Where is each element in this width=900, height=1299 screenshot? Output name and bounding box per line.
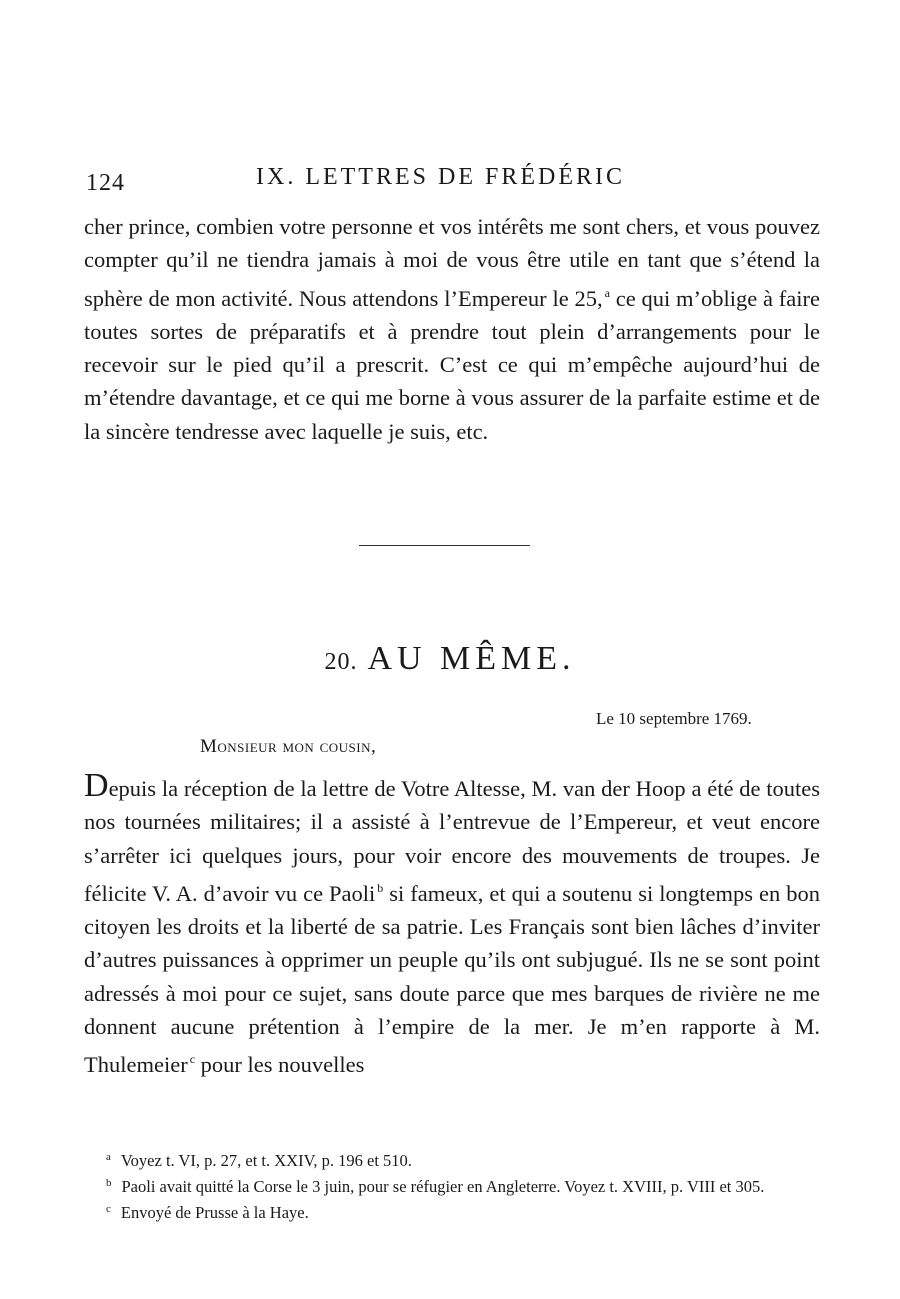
page-number: 124 — [86, 170, 125, 196]
paragraph-text: cher prince, combien votre personne et vos intérêts me sont chers, et vous pouvez compter qu’il ne tiendra jamais à moi de vous être utile en tant que s’étend la sphère de mon activité. Nous attendons l’Empereur le 25, — [84, 214, 820, 311]
letter-heading — [0, 640, 900, 678]
paragraph-text: epuis la réception de la lettre de Votre Altesse, M. van der Hoop a été de toutes nos tournées militaires; il a assisté à l’entrevue de l’Empereur, et veut encore s’arrêter ici quelques jours, pour voir encore des mouvements de troupes. Je félicite V. A. d’avoir vu ce Paoli — [84, 776, 820, 906]
paragraph-text: ce qui m’oblige à faire toutes sortes de préparatifs et à prendre tout plein d’arrangements pour le recevoir sur le pied qu’il a prescrit. C’est ce qui m’empêche aujourd’hui de m’étendre davantage, et ce qui me borne à vous assurer de la parfaite estime et de la sincère tendresse avec laquelle je suis, etc. — [84, 285, 820, 444]
paragraph-text: pour les nouvelles — [195, 1052, 365, 1078]
section-divider — [359, 545, 530, 546]
drop-cap: D — [84, 767, 109, 804]
paragraph-continued — [84, 210, 820, 448]
footnote-a — [82, 1146, 822, 1172]
footnote-ref-b: b — [377, 880, 384, 895]
page-header — [84, 160, 824, 200]
footnote-text: Envoyé de Prusse à la Haye. — [120, 1203, 309, 1222]
footnote-ref-a: a — [604, 285, 610, 300]
footnote-text: Paoli avait quitté la Corse le 3 juin, pour se réfugier en Angleterre. Voyez t. XVIII, p. VIII et 305. — [121, 1177, 765, 1196]
footnote-c — [82, 1198, 822, 1224]
letter-number: 20. — [324, 649, 358, 675]
paragraph-text: si fameux, et qui a soutenu si longtemps en bon citoyen les droits et la liberté de sa patrie. Les Français sont bien lâches d’inviter d’autres puissances à opprimer un peuple qu’ils ont subjugué. Ils ne se sont point adressés à moi pour ce sujet, sans doute parce que mes barques de rivière ne me donnent aucune prétention à l’empire de la mer. Je m’en rapporte à M. Thulemeier — [84, 880, 820, 1078]
footnotes — [82, 1146, 822, 1224]
footnote-mark: a — [106, 1151, 111, 1163]
running-title: IX. LETTRES DE FRÉDÉRIC — [256, 164, 625, 190]
salutation: Monsieur mon cousin, — [200, 736, 377, 757]
letter-body — [84, 767, 820, 1082]
dateline: Le 10 septembre 1769. — [596, 709, 752, 728]
footnote-text: Voyez t. VI, p. 27, et t. XXIV, p. 196 et 510. — [120, 1151, 412, 1170]
footnote-mark: c — [106, 1203, 111, 1215]
footnote-mark: b — [106, 1177, 112, 1189]
footnote-ref-c: c — [189, 1052, 196, 1067]
letter-title: AU MÊME. — [367, 640, 576, 677]
footnote-b — [82, 1172, 822, 1198]
